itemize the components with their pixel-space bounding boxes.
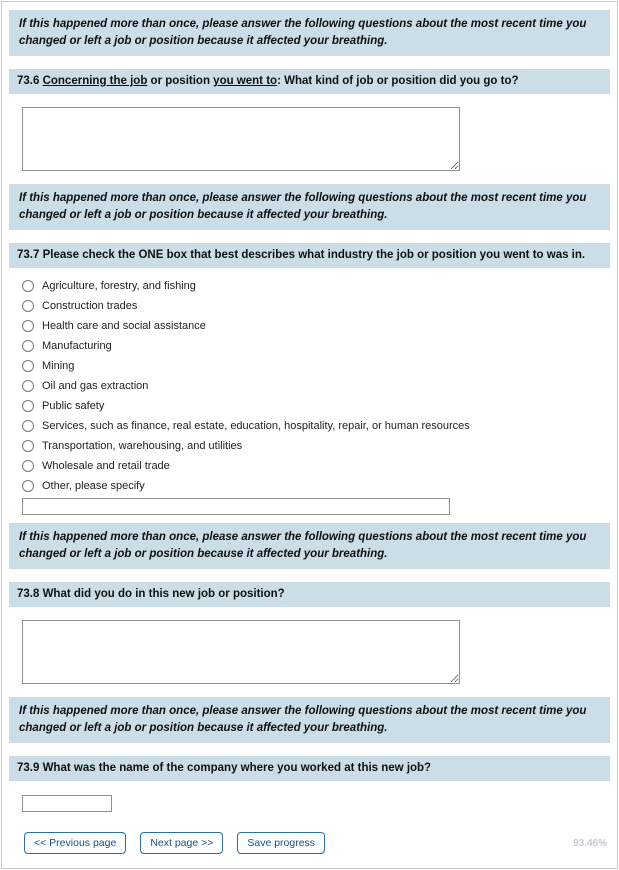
radio-option-label: Health care and social assistance: [42, 320, 206, 332]
q736-answer-textarea[interactable]: [22, 107, 460, 171]
industry-radio-other[interactable]: [22, 480, 34, 492]
radio-option-label: Mining: [42, 360, 75, 372]
survey-page: [1, 1, 618, 869]
radio-option-label: Services, such as finance, real estate, education, hospitality, repair, or human resources: [42, 420, 470, 432]
radio-option-construction[interactable]: [22, 296, 617, 316]
industry-radio-oil-gas[interactable]: [22, 380, 34, 392]
q739-company-name-input[interactable]: [22, 795, 112, 812]
radio-option-label: Manufacturing: [42, 340, 112, 352]
radio-option-healthcare[interactable]: [22, 316, 617, 336]
note-most-recent-4: If this happened more than once, please answer the following questions about the most recent time you changed or left a job or position because it affected your breathing.: [9, 697, 610, 743]
industry-radio-public-safety[interactable]: [22, 400, 34, 412]
industry-radio-healthcare[interactable]: [22, 320, 34, 332]
question-738-answer-area: [22, 620, 617, 689]
question-737-options: [2, 276, 617, 515]
radio-option-label: Wholesale and retail trade: [42, 460, 170, 472]
navigation-footer: [24, 832, 607, 854]
question-736-header: [9, 69, 610, 94]
industry-radio-manufacturing[interactable]: [22, 340, 34, 352]
question-736-underline-1: Concerning the job: [42, 75, 148, 87]
question-736-underline-2: you went to: [213, 75, 278, 87]
radio-option-label: Oil and gas extraction: [42, 380, 149, 392]
q738-answer-textarea[interactable]: [22, 620, 460, 684]
question-739-text: 73.9 What was the name of the company where you worked at this new job?: [17, 762, 432, 774]
industry-radio-transportation[interactable]: [22, 440, 34, 452]
radio-option-wholesale-retail[interactable]: [22, 456, 617, 476]
next-page-button[interactable]: Next page >>: [140, 832, 223, 854]
question-736-number: 73.6: [17, 75, 43, 87]
note-most-recent-1: If this happened more than once, please answer the following questions about the most recent time you changed or left a job or position because it affected your breathing.: [9, 10, 610, 56]
question-736-answer-area: [22, 107, 617, 176]
radio-option-manufacturing[interactable]: [22, 336, 617, 356]
industry-radio-wholesale-retail[interactable]: [22, 460, 34, 472]
radio-option-label: Construction trades: [42, 300, 138, 312]
radio-option-public-safety[interactable]: [22, 396, 617, 416]
industry-radio-construction[interactable]: [22, 300, 34, 312]
industry-radio-mining[interactable]: [22, 360, 34, 372]
radio-option-transportation[interactable]: [22, 436, 617, 456]
radio-option-mining[interactable]: [22, 356, 617, 376]
radio-option-agriculture[interactable]: [22, 276, 617, 296]
radio-option-label: Transportation, warehousing, and utilities: [42, 440, 243, 452]
question-739-header: [9, 756, 610, 781]
question-738-header: [9, 582, 610, 607]
save-progress-button[interactable]: Save progress: [237, 832, 325, 854]
question-738-text: 73.8 What did you do in this new job or position?: [17, 588, 285, 600]
radio-option-oil-gas[interactable]: [22, 376, 617, 396]
radio-option-label: Public safety: [42, 400, 105, 412]
question-737-text: 73.7 Please check the ONE box that best describes what industry the job or position you went to was in.: [17, 249, 586, 261]
question-737-header: [9, 243, 610, 268]
industry-radio-agriculture[interactable]: [22, 280, 34, 292]
radio-option-label: Other, please specify: [42, 480, 145, 492]
previous-page-button[interactable]: << Previous page: [24, 832, 126, 854]
progress-percent: 93.46%: [573, 837, 607, 849]
industry-radio-services[interactable]: [22, 420, 34, 432]
other-specify-input[interactable]: [22, 498, 450, 515]
radio-option-other[interactable]: [22, 476, 617, 496]
question-736-middle: or position: [147, 75, 214, 87]
radio-option-label: Agriculture, forestry, and fishing: [42, 280, 196, 292]
question-736-text: : What kind of job or position did you go to?: [277, 75, 519, 87]
note-most-recent-2: If this happened more than once, please answer the following questions about the most recent time you changed or left a job or position because it affected your breathing.: [9, 184, 610, 230]
radio-option-services[interactable]: [22, 416, 617, 436]
note-most-recent-3: If this happened more than once, please answer the following questions about the most recent time you changed or left a job or position because it affected your breathing.: [9, 523, 610, 569]
